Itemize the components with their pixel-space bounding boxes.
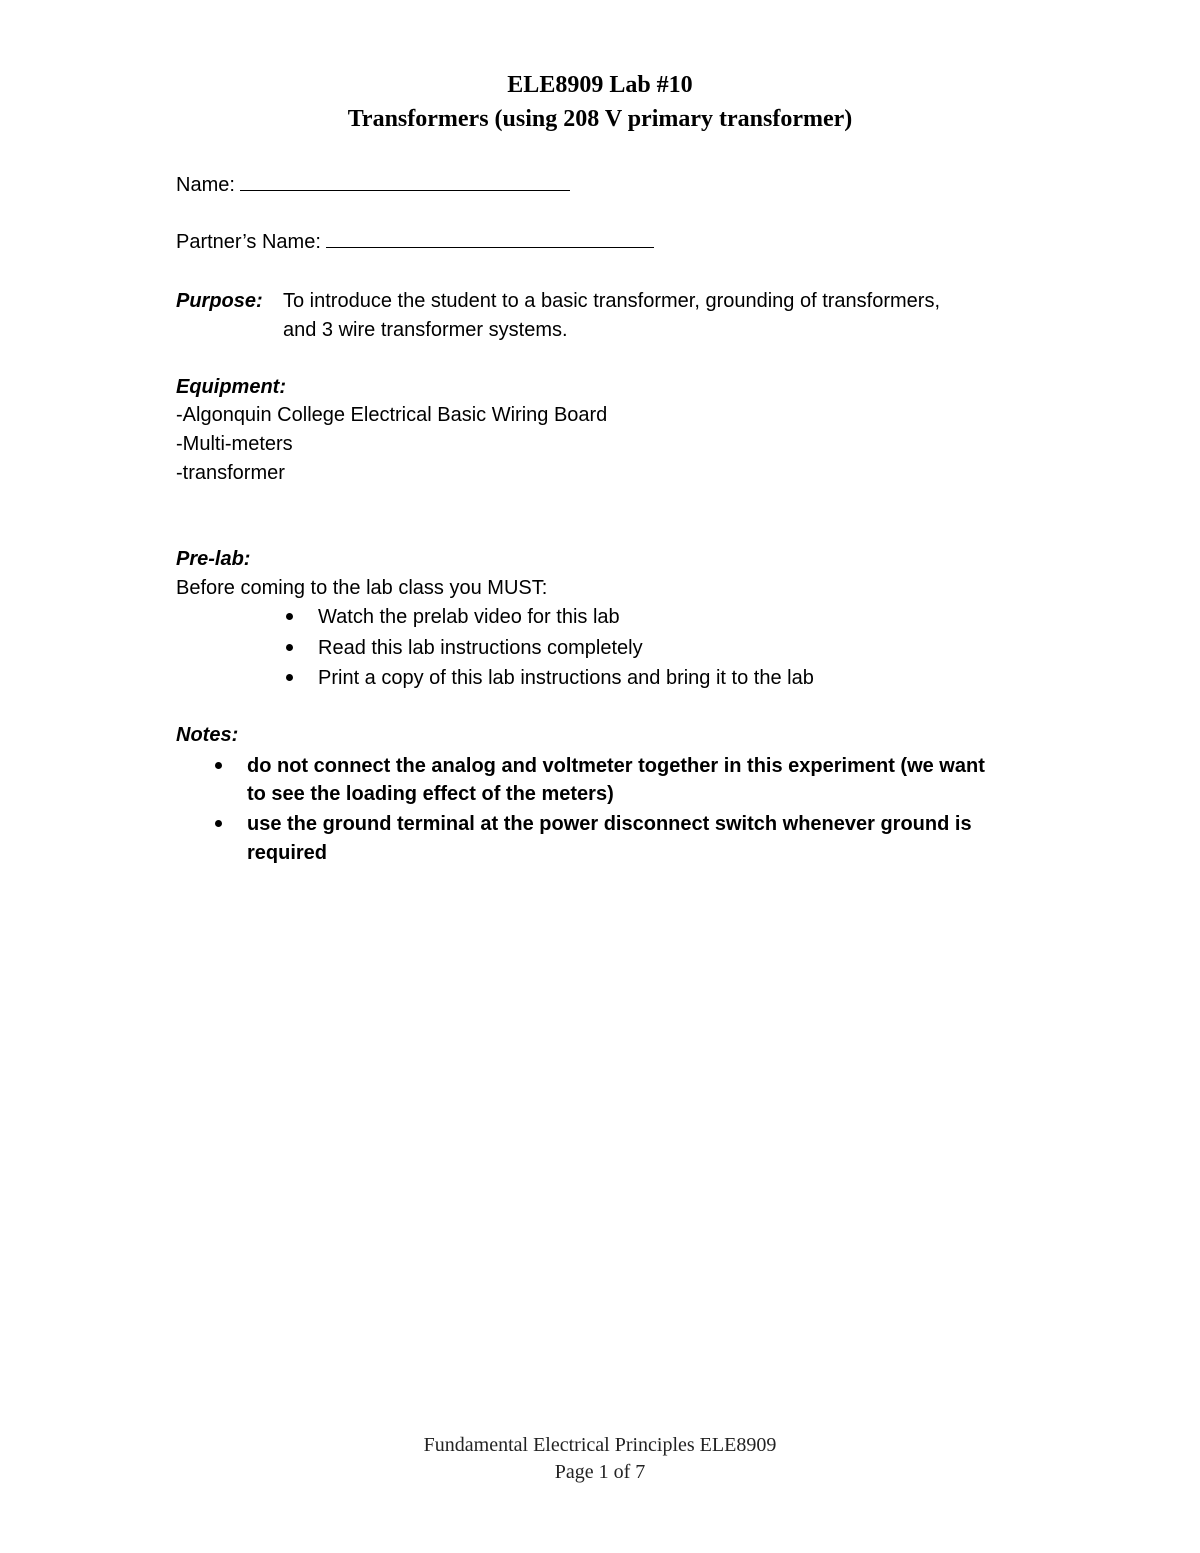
note-item-1-line-1: do not connect the analog and voltmeter together in this experiment (we want (247, 755, 985, 777)
name-label: Name: (176, 174, 235, 196)
footer-course: Fundamental Electrical Principles ELE8909 (423, 1434, 777, 1456)
equipment-item: -Algonquin College Electrical Basic Wiring Board (176, 404, 608, 426)
partner-name-blank-line[interactable] (326, 229, 654, 248)
note-item-2-line-2: required (247, 842, 328, 864)
note-item-1-line-2: to see the loading effect of the meters) (247, 783, 614, 805)
bullet-icon (215, 762, 222, 769)
prelab-item: Read this lab instructions completely (318, 637, 643, 659)
bullet-icon (286, 674, 293, 681)
purpose-text-line-1: To introduce the student to a basic transformer, grounding of transformers, (283, 290, 941, 312)
notes-label: Notes: (176, 724, 239, 746)
partner-name-label: Partner’s Name: (176, 231, 321, 253)
page-title: ELE8909 Lab #10 (507, 72, 693, 98)
partner-name-field (176, 229, 654, 255)
name-blank-line[interactable] (240, 172, 570, 191)
note-item-2-line-1: use the ground terminal at the power disconnect switch whenever ground is (247, 813, 972, 835)
purpose-label: Purpose: (176, 290, 263, 312)
equipment-item: -transformer (176, 462, 285, 484)
prelab-label: Pre-lab: (176, 548, 251, 570)
footer-page-number: Page 1 of 7 (554, 1461, 646, 1483)
prelab-intro: Before coming to the lab class you MUST: (176, 577, 548, 599)
equipment-item: -Multi-meters (176, 433, 293, 455)
page-subtitle: Transformers (using 208 V primary transformer) (347, 106, 853, 132)
equipment-label: Equipment: (176, 376, 286, 398)
prelab-item: Watch the prelab video for this lab (318, 606, 620, 628)
bullet-icon (286, 613, 293, 620)
bullet-icon (215, 820, 222, 827)
purpose-text-line-2: and 3 wire transformer systems. (283, 319, 568, 341)
prelab-item: Print a copy of this lab instructions and bring it to the lab (318, 667, 814, 689)
name-field (176, 172, 570, 198)
bullet-icon (286, 644, 293, 651)
